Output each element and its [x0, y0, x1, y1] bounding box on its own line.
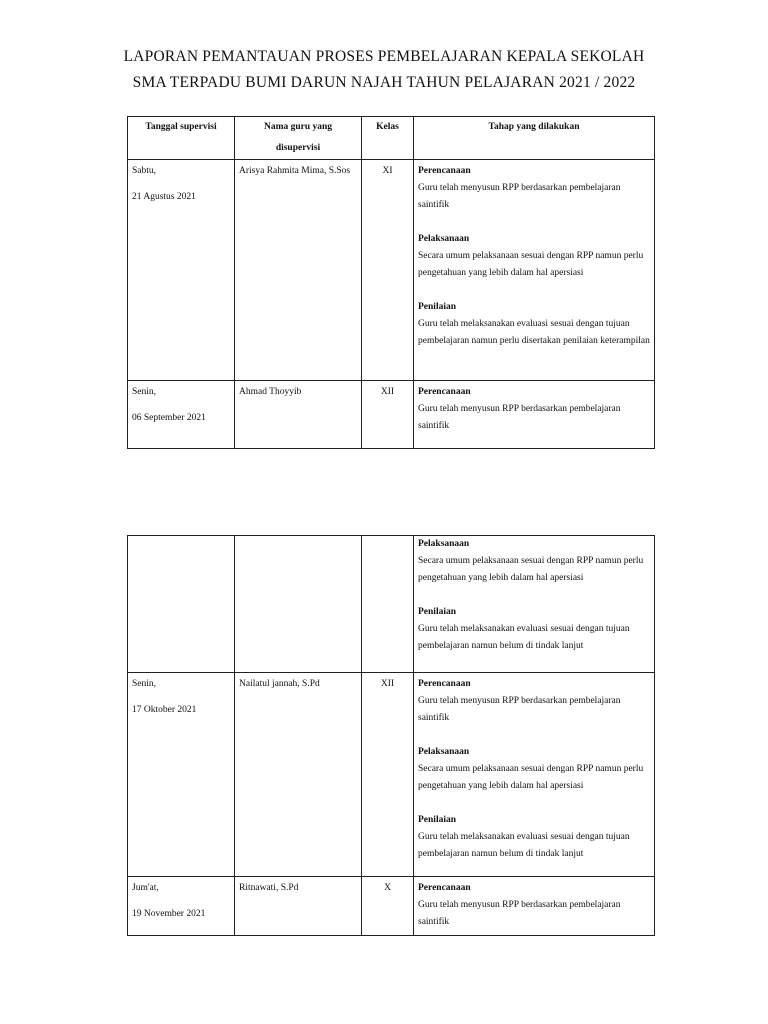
stage-title: Pelaksanaan — [418, 747, 470, 757]
title-line-2: SMA TERPADU BUMI DARUN NAJAH TAHUN PELAJARAN 2021 / 2022 — [132, 74, 636, 91]
stage-text: Guru telah menyusun RPP berdasarkan pembelajaran saintifik — [418, 404, 621, 431]
stage-text: Guru telah melaksanakan evaluasi sesuai dengan tujuan pembelajaran namun belum di tindak lanjut — [418, 624, 630, 651]
supervision-table-page-2 — [127, 535, 655, 936]
row-day: Senin, — [132, 387, 157, 397]
header-stages: Tahap yang dilakukan — [414, 117, 655, 160]
row-day: Sabtu, — [132, 166, 157, 176]
row-day: Senin, — [132, 679, 157, 689]
cell-date — [128, 673, 235, 877]
cell-date — [128, 877, 235, 936]
cell-stages — [414, 536, 655, 673]
stage-item — [418, 384, 650, 435]
header-teacher — [235, 117, 362, 160]
cell-class: X — [362, 877, 414, 936]
cell-stages — [414, 381, 655, 449]
header-date: Tanggal supervisi — [128, 117, 235, 160]
cell-stages — [414, 877, 655, 936]
cell-class — [362, 536, 414, 673]
supervision-table-page-1 — [127, 116, 655, 449]
stage-title: Perencanaan — [418, 883, 471, 893]
cell-date — [128, 536, 235, 673]
cell-teacher: Ahmad Thoyyib — [235, 381, 362, 449]
stage-text: Guru telah melaksanakan evaluasi sesuai dengan tujuan pembelajaran namun perlu disertakan penilaian keterampilan — [418, 319, 650, 346]
header-teacher-line1: Nama guru yang — [263, 122, 333, 132]
stage-text: Guru telah menyusun RPP berdasarkan pembelajaran saintifik — [418, 183, 621, 210]
cell-date — [128, 381, 235, 449]
stage-title: Perencanaan — [418, 679, 471, 689]
row-date: 19 November 2021 — [132, 909, 206, 919]
stage-title: Pelaksanaan — [418, 234, 470, 244]
row-day: Jum'at, — [132, 883, 159, 893]
stage-text: Guru telah melaksanakan evaluasi sesuai dengan tujuan pembelajaran namun belum di tindak lanjut — [418, 832, 630, 859]
stage-title: Perencanaan — [418, 166, 471, 176]
cell-date — [128, 160, 235, 381]
table-row-continuation — [128, 536, 655, 673]
table-row — [128, 877, 655, 936]
table-row — [128, 673, 655, 877]
row-date: 21 Agustus 2021 — [132, 192, 196, 202]
cell-stages — [414, 673, 655, 877]
stage-title: Pelaksanaan — [418, 539, 470, 549]
stage-item — [418, 812, 650, 863]
header-teacher-line2: disupervisi — [275, 143, 321, 153]
cell-class: XII — [362, 673, 414, 877]
stage-item — [418, 231, 650, 282]
header-class: Kelas — [362, 117, 414, 160]
row-date: 06 September 2021 — [132, 413, 206, 423]
stage-text: Secara umum pelaksanaan sesuai dengan RPP namun perlu pengetahuan yang lebih dalam hal apersiasi — [418, 251, 644, 278]
table-header-row — [128, 117, 655, 160]
stage-title: Penilaian — [418, 607, 457, 617]
stage-text: Guru telah menyusun RPP berdasarkan pembelajaran saintifik — [418, 696, 621, 723]
row-date: 17 Oktober 2021 — [132, 705, 197, 715]
stage-item — [418, 744, 650, 795]
title-line-1: LAPORAN PEMANTAUAN PROSES PEMBELAJARAN KEPALA SEKOLAH — [123, 48, 645, 65]
table-row — [128, 160, 655, 381]
stage-text: Secara umum pelaksanaan sesuai dengan RPP namun perlu pengetahuan yang lebih dalam hal apersiasi — [418, 556, 644, 583]
document-title — [0, 44, 768, 96]
cell-teacher: Nailatul jannah, S.Pd — [235, 673, 362, 877]
stage-item — [418, 299, 650, 350]
cell-teacher: Ritnawati, S.Pd — [235, 877, 362, 936]
cell-teacher — [235, 536, 362, 673]
stage-item — [418, 676, 650, 727]
stage-text: Guru telah menyusun RPP berdasarkan pembelajaran saintifik — [418, 900, 621, 927]
stage-text: Secara umum pelaksanaan sesuai dengan RPP namun perlu pengetahuan yang lebih dalam hal apersiasi — [418, 764, 644, 791]
stage-item — [418, 163, 650, 214]
stage-title: Penilaian — [418, 815, 457, 825]
cell-stages — [414, 160, 655, 381]
stage-item — [418, 604, 650, 655]
cell-class: XI — [362, 160, 414, 381]
stage-item — [418, 880, 650, 931]
stage-item — [418, 536, 650, 587]
table-row — [128, 381, 655, 449]
cell-class: XII — [362, 381, 414, 449]
stage-title: Perencanaan — [418, 387, 471, 397]
cell-teacher: Arisya Rahmita Mima, S.Sos — [235, 160, 362, 381]
stage-title: Penilaian — [418, 302, 457, 312]
